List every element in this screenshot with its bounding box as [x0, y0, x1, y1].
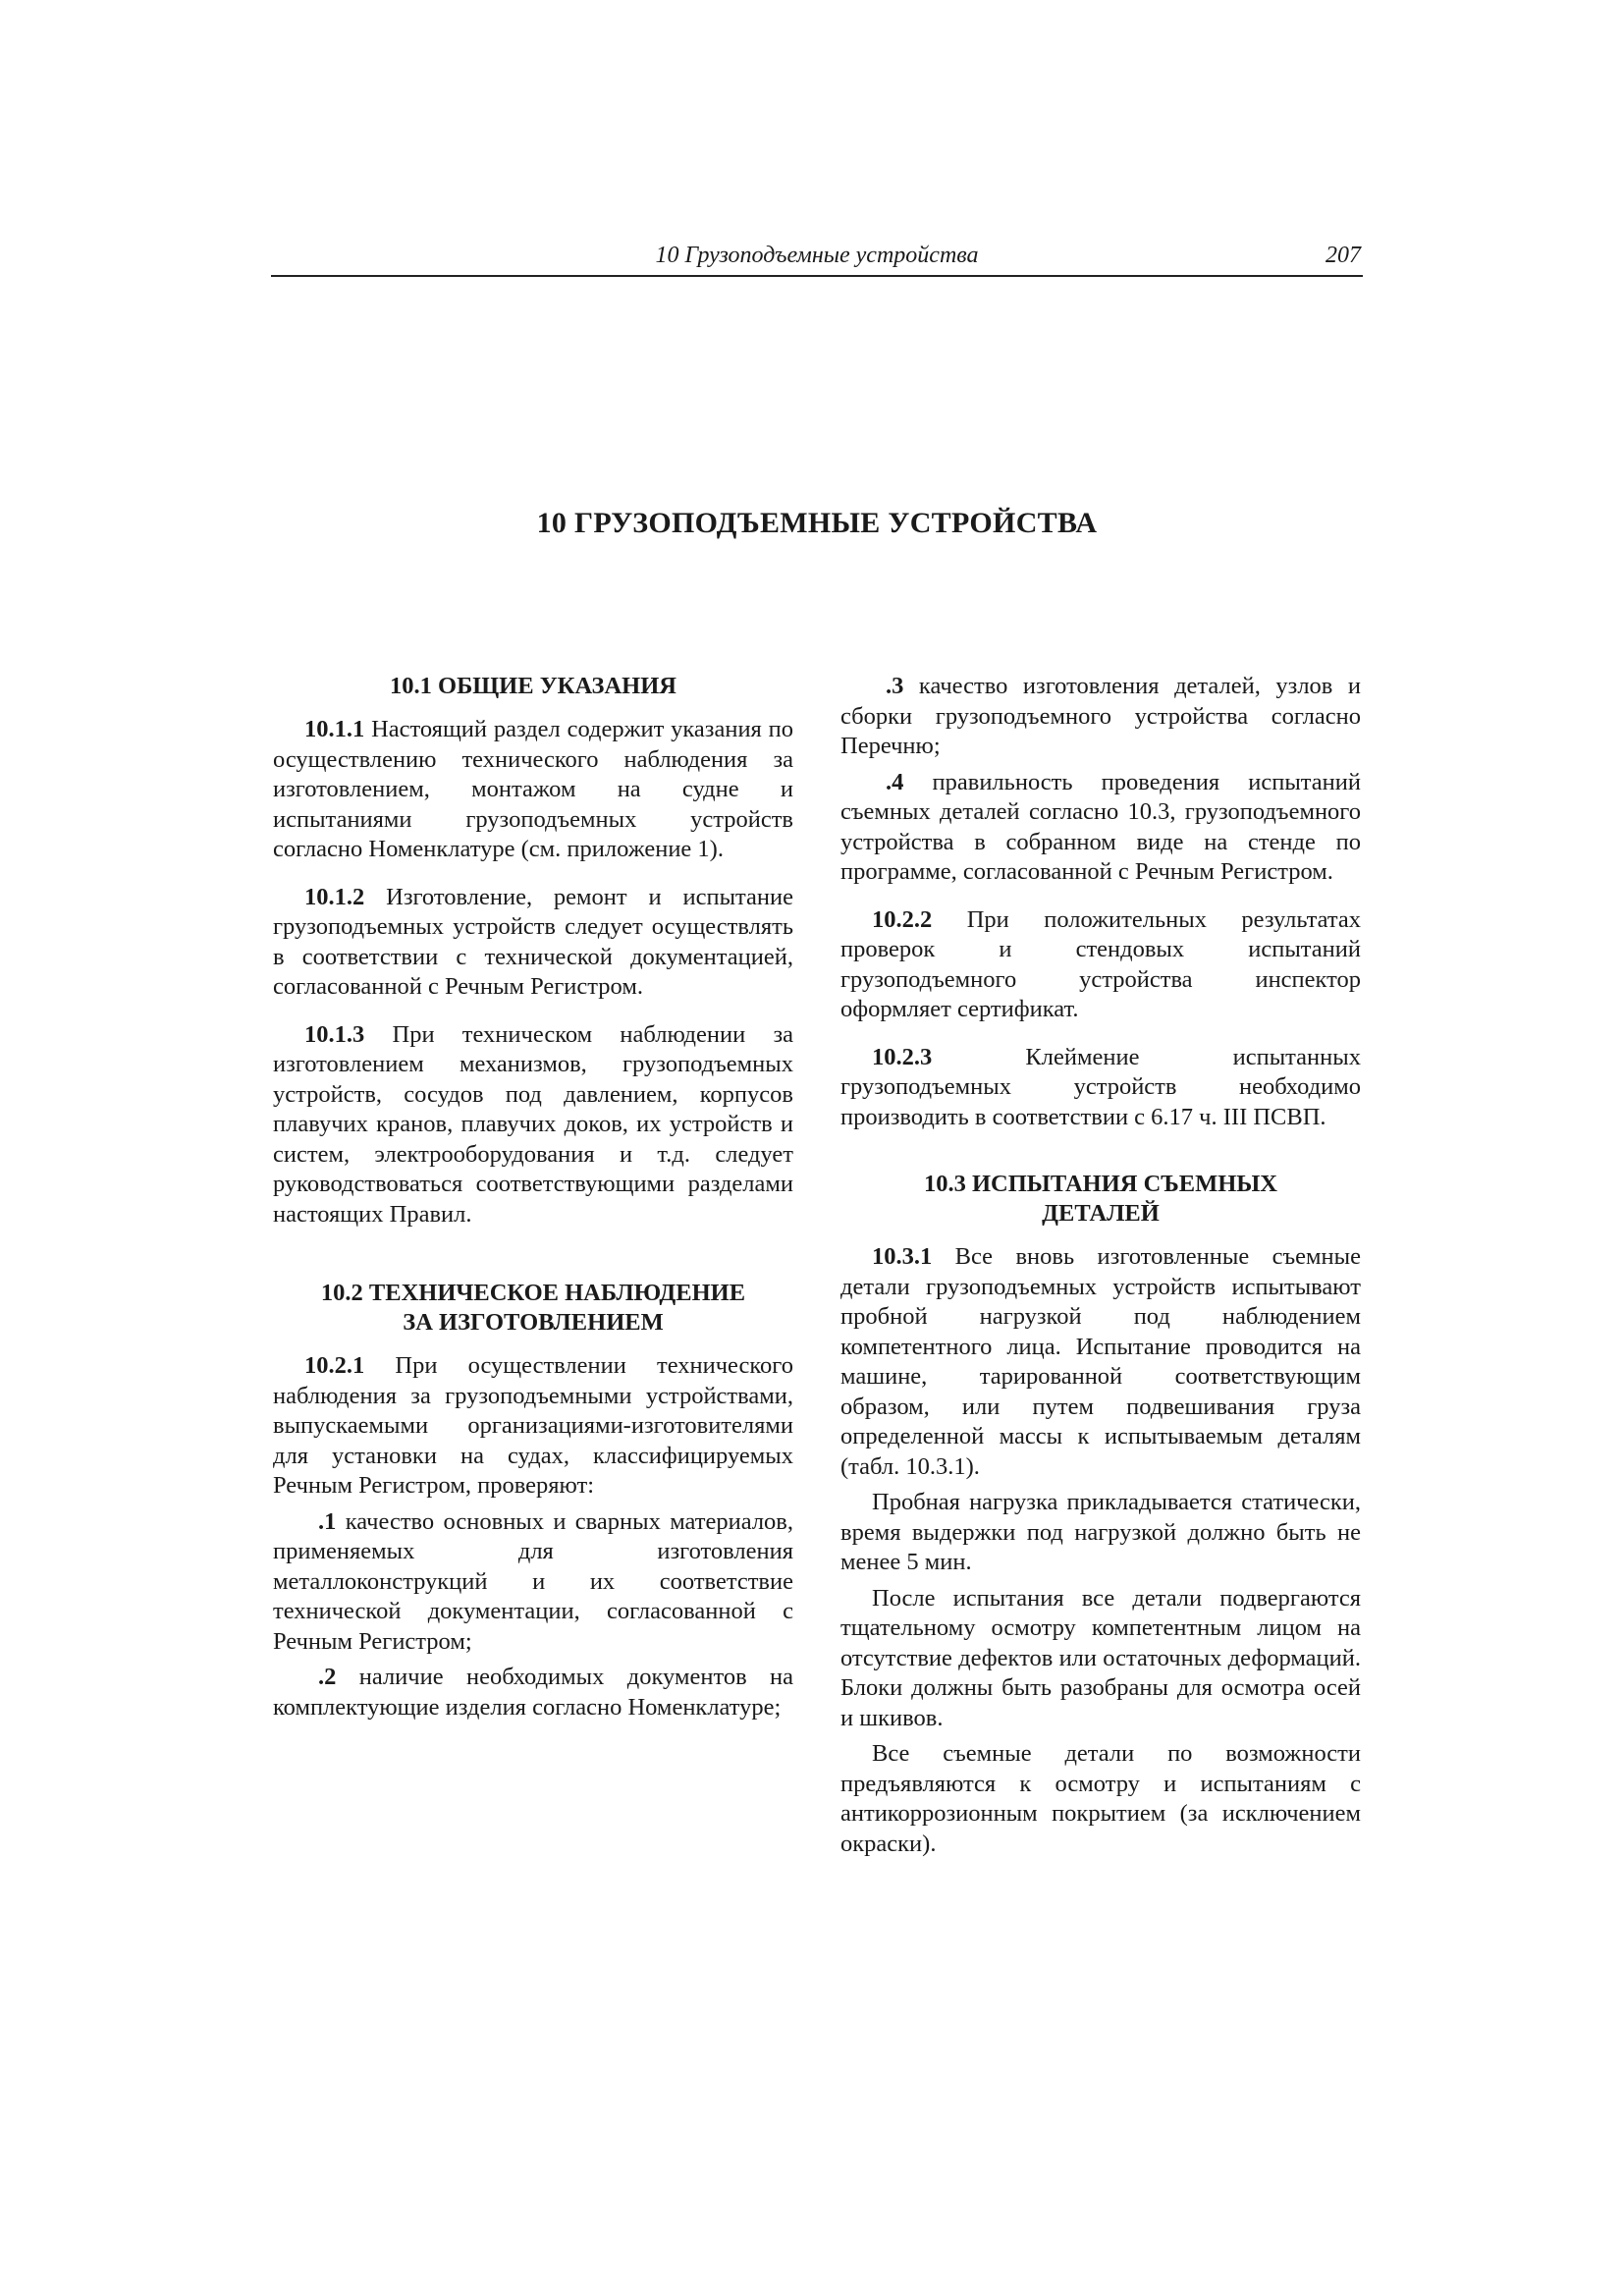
item-number: .4: [886, 768, 904, 795]
paragraph-number: 10.1.2: [304, 883, 365, 910]
paragraph-number: 10.1.3: [304, 1020, 365, 1048]
list-item-3: [840, 672, 1361, 762]
item-number: .1: [318, 1507, 337, 1535]
running-header: [271, 240, 1363, 277]
paragraph-text: При положительных результатах проверок и стендовых испытаний грузоподъемного устройства инспектор оформляет сертификат.: [840, 905, 1362, 1022]
list-item-1: [273, 1507, 793, 1658]
list-item-4: [840, 768, 1361, 888]
paragraph-10-3-1-inspection: После испытания все детали подвергаются тщательному осмотру компетентным лицом на отсутствие дефектов или остаточных деформаций. Блоки должны быть разобраны для осмотра осей и шкивов.: [840, 1584, 1361, 1731]
running-title: 10 Грузоподъемные устройства: [655, 243, 979, 268]
paragraph-10-3-1: [840, 1242, 1361, 1482]
item-text: качество изготовления деталей, узлов и сборки грузоподъемного устройства согласно Перечню;: [840, 673, 1362, 759]
paragraph-10-2-1: [273, 1351, 793, 1502]
right-column: [840, 672, 1361, 1865]
item-text: качество основных и сварных материалов, применяемых для изготовления металлоконструкций и их соответствие технической документации, согласованной с Речным Регистром;: [273, 1507, 793, 1655]
paragraph-number: 10.2.3: [872, 1043, 933, 1070]
paragraph-text: Изготовление, ремонт и испытание грузоподъемных устройств следует осуществлять в соответствии с технической документацией, согласованной с Речным Регистром.: [273, 883, 794, 1000]
heading-line: 10.2 ТЕХНИЧЕСКОЕ НАБЛЮДЕНИЕ: [320, 1280, 746, 1306]
paragraph-text: При техническом наблюдении за изготовлением механизмов, грузоподъемных устройств, сосудов под давлением, корпусов плавучих кранов, плавучих доков, их устройств и систем, электрооборудования и т.д. следует руководствоваться соответствующими разделами настоящих Правил.: [273, 1020, 794, 1228]
left-column: [273, 672, 793, 1740]
section-heading-10-1: 10.1 ОБЩИЕ УКАЗАНИЯ: [390, 673, 676, 699]
item-number: .2: [318, 1664, 337, 1690]
paragraph-10-3-1-load: Пробная нагрузка прикладывается статически, время выдержки под нагрузкой должно быть не менее 5 мин.: [840, 1489, 1361, 1575]
paragraph-number: 10.1.1: [304, 716, 365, 742]
paragraph-number: 10.3.1: [872, 1243, 933, 1270]
chapter-title: 10 ГРУЗОПОДЪЕМНЫЕ УСТРОЙСТВА: [536, 507, 1098, 539]
page-number: 207: [1325, 243, 1361, 268]
list-item-2: [273, 1663, 793, 1722]
paragraph-number: 10.2.2: [872, 905, 933, 933]
paragraph-text: При осуществлении технического наблюдения за грузоподъемными устройствами, выпускаемыми организациями-изготовителями для установки на судах, классифицируемых Речным Регистром, проверяют:: [273, 1352, 793, 1499]
item-number: .3: [886, 673, 904, 699]
paragraph-10-2-2: [840, 905, 1361, 1025]
paragraph-text: Настоящий раздел содержит указания по осуществлению технического наблюдения за изготовлением, монтажом на судне и испытаниями грузоподъемных устройств согласно Номенклатуре (см. приложение 1).: [273, 716, 793, 862]
paragraph-10-2-3: [840, 1043, 1361, 1133]
paragraph-10-3-1-coating: Все съемные детали по возможности предъявляются к осмотру и испытаниям с антикоррозионным покрытием (за исключением окраски).: [840, 1740, 1361, 1857]
section-heading-10-3: [840, 1170, 1361, 1229]
paragraph-10-1-3: [273, 1020, 793, 1230]
section-heading-10-2: [273, 1279, 793, 1338]
item-text: правильность проведения испытаний съемных деталей согласно 10.3, грузоподъемного устройства в собранном виде на стенде по программе, согласованной с Речным Регистром.: [840, 768, 1362, 885]
paragraph-text: Все вновь изготовленные съемные детали грузоподъемных устройств испытывают пробной нагрузкой под наблюдением компетентного лица. Испытание проводится на машине, тарированной соответствующим образом, или путем подвешивания груза определенной массы к испытываемым деталям (табл. 10.3.1).: [840, 1243, 1361, 1480]
paragraph-number: 10.2.1: [304, 1352, 365, 1379]
heading-line: 10.3 ИСПЫТАНИЯ СЪЕМНЫХ: [924, 1171, 1277, 1197]
paragraph-text: Клеймение испытанных грузоподъемных устройств необходимо производить в соответствии с 6.17 ч. III ПСВП.: [840, 1043, 1361, 1130]
paragraph-10-1-2: [273, 883, 793, 1003]
paragraph-10-1-1: [273, 715, 793, 865]
heading-line: ЗА ИЗГОТОВЛЕНИЕМ: [403, 1309, 664, 1336]
item-text: наличие необходимых документов на комплектующие изделия согласно Номенклатуре;: [273, 1664, 793, 1721]
heading-line: ДЕТАЛЕЙ: [1042, 1200, 1160, 1227]
